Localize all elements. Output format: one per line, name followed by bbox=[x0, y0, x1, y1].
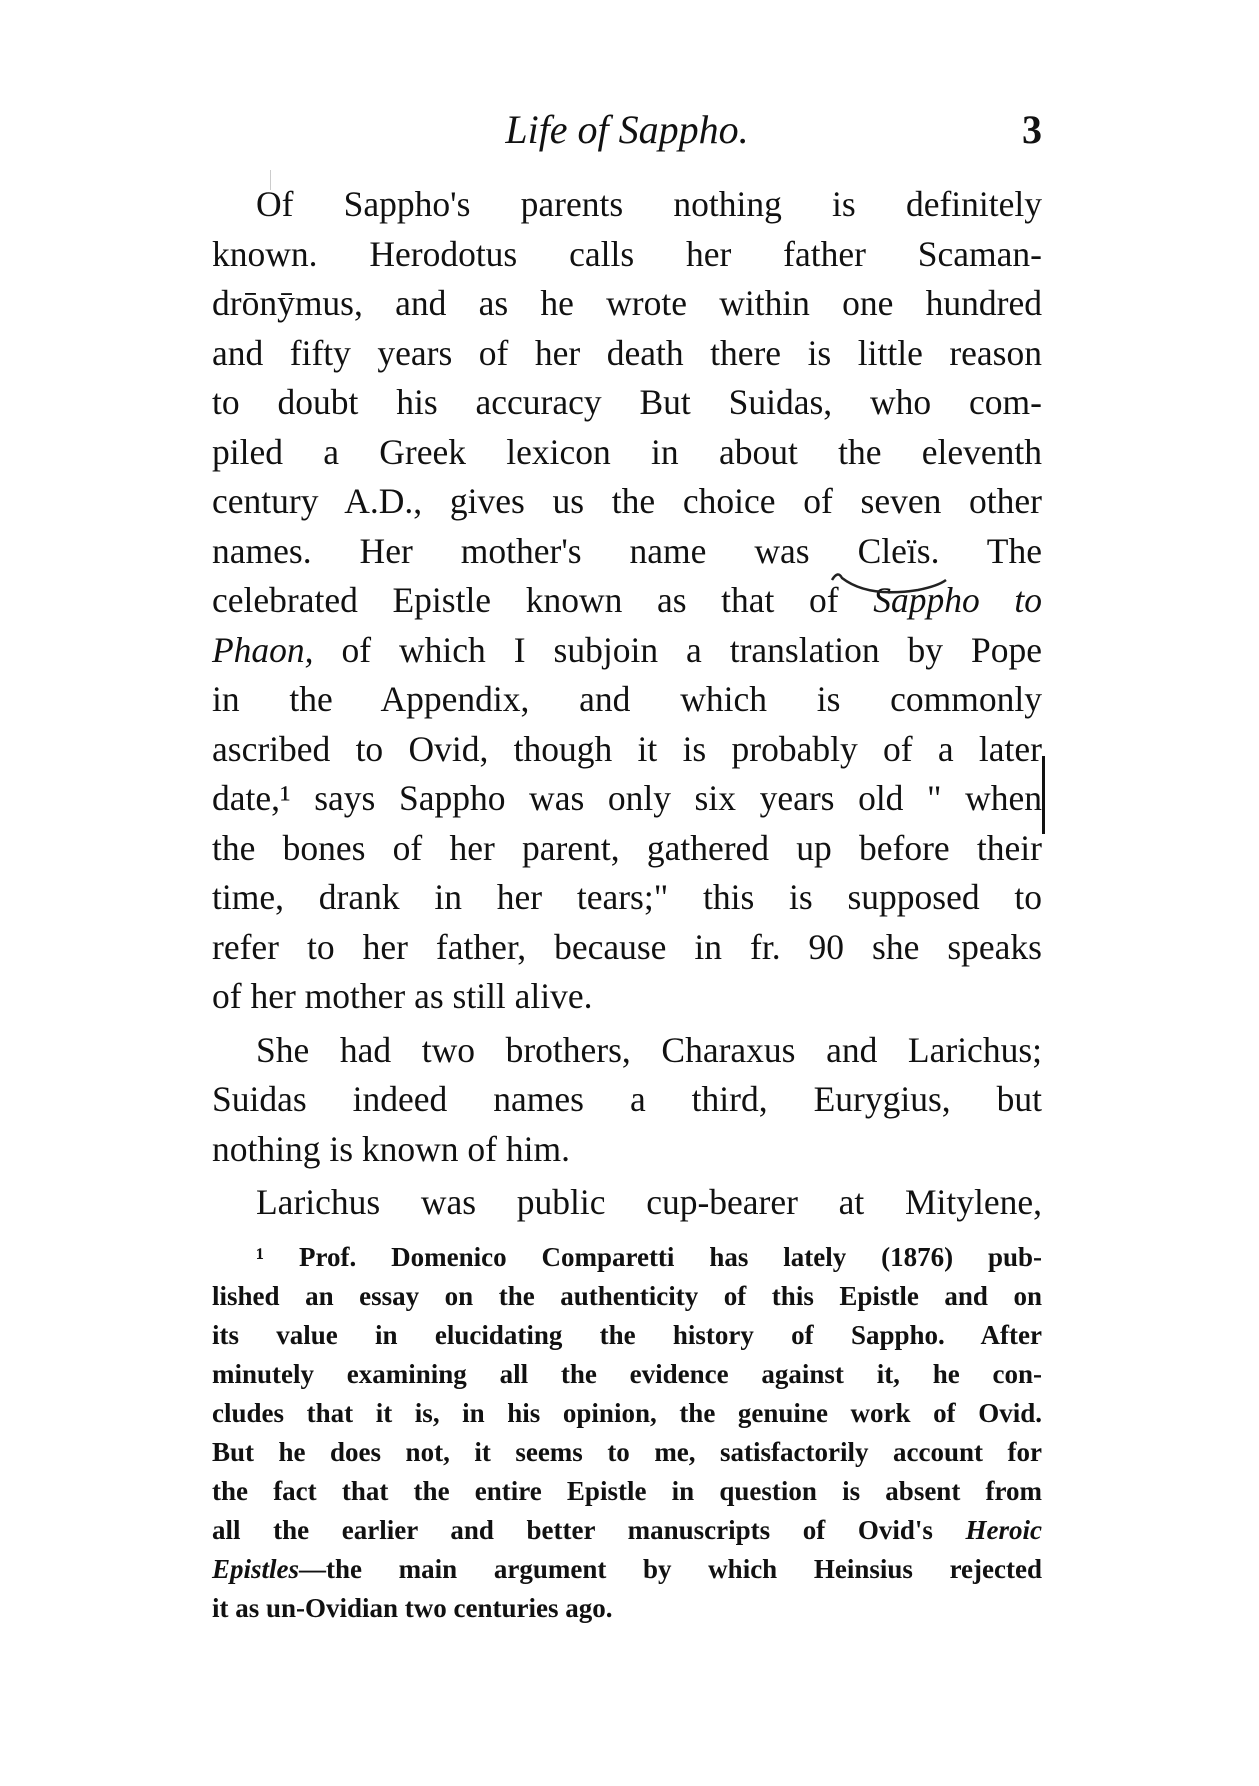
text-line: names. Her mother's name was Cleïs. The bbox=[212, 530, 1042, 571]
text-line: nothing is known of him. bbox=[212, 1128, 570, 1169]
text-line: date,¹ says Sappho was only six years old " when bbox=[212, 778, 1042, 818]
page-number: 3 bbox=[1022, 107, 1042, 152]
pencil-underline-annotation bbox=[828, 568, 958, 608]
text-line: Suidas indeed names a third, Eurygius, but bbox=[212, 1079, 1042, 1119]
text-line: the bones of her parent, gathered up before their bbox=[212, 827, 1042, 868]
italic-title: Phaon, bbox=[212, 629, 314, 670]
text-line: to doubt his accuracy But Suidas, who com- bbox=[212, 382, 1042, 422]
page-header bbox=[212, 100, 1042, 160]
text-line: She had two brothers, Charaxus and Larichus; bbox=[256, 1029, 1042, 1070]
text-fragment: of which I subjoin a translation by Pope bbox=[313, 629, 1042, 670]
footnote-line: minutely examining all the evidence against it, he con- bbox=[212, 1359, 1042, 1389]
footnote-line: the fact that the entire Epistle in question is absent from bbox=[212, 1476, 1042, 1506]
text-line: piled a Greek lexicon in about the eleventh bbox=[212, 431, 1042, 472]
text-line: in the Appendix, and which is commonly bbox=[212, 679, 1042, 719]
footnote-line bbox=[212, 1511, 1042, 1550]
text-fragment: all the earlier and better manuscripts of Ovid's bbox=[212, 1515, 933, 1545]
text-line: of her mother as still alive. bbox=[212, 976, 593, 1016]
text-line: century A.D., gives us the choice of seven other bbox=[212, 481, 1042, 521]
text-fragment: celebrated Epistle known as that of bbox=[212, 580, 839, 620]
main-text bbox=[212, 180, 1042, 1228]
italic-title: Epistles bbox=[212, 1554, 300, 1584]
text-line: known. Herodotus calls her father Scaman- bbox=[212, 233, 1042, 274]
text-line: refer to her father, because in fr. 90 she speaks bbox=[212, 926, 1042, 967]
text-line: and fifty years of her death there is little reason bbox=[212, 332, 1042, 373]
text-line: time, drank in her tears;" this is supposed to bbox=[212, 877, 1042, 917]
margin-mark bbox=[1042, 756, 1045, 834]
footnote bbox=[212, 1238, 1042, 1628]
footnote-line: its value in elucidating the history of Sappho. After bbox=[212, 1320, 1042, 1350]
footnote-line: lished an essay on the authenticity of this Epistle and on bbox=[212, 1281, 1042, 1311]
italic-title: Heroic bbox=[965, 1515, 1043, 1545]
text-line: Larichus was public cup-bearer at Mitylene, bbox=[256, 1182, 1042, 1222]
text-line: drōnȳmus, and as he wrote within one hundred bbox=[212, 283, 1042, 323]
text-fragment: —the main argument by which Heinsius rejected bbox=[299, 1554, 1042, 1584]
footnote-line: it as un-Ovidian two centuries ago. bbox=[212, 1593, 613, 1623]
footnote-line: ¹ Prof. Domenico Comparetti has lately (1876) pub- bbox=[256, 1242, 1042, 1272]
italic-title: Sappho to bbox=[873, 580, 1042, 620]
text-line bbox=[212, 626, 1042, 676]
text-line: Of Sappho's parents nothing is definitely bbox=[256, 184, 1042, 224]
footnote-line bbox=[212, 1550, 1042, 1589]
footnote-line: cludes that it is, in his opinion, the genuine work of Ovid. bbox=[212, 1398, 1042, 1428]
running-title: Life of Sappho. bbox=[505, 107, 749, 152]
footnote-line: But he does not, it seems to me, satisfactorily account for bbox=[212, 1437, 1042, 1467]
text-line: ascribed to Ovid, though it is probably of a later bbox=[212, 728, 1042, 769]
